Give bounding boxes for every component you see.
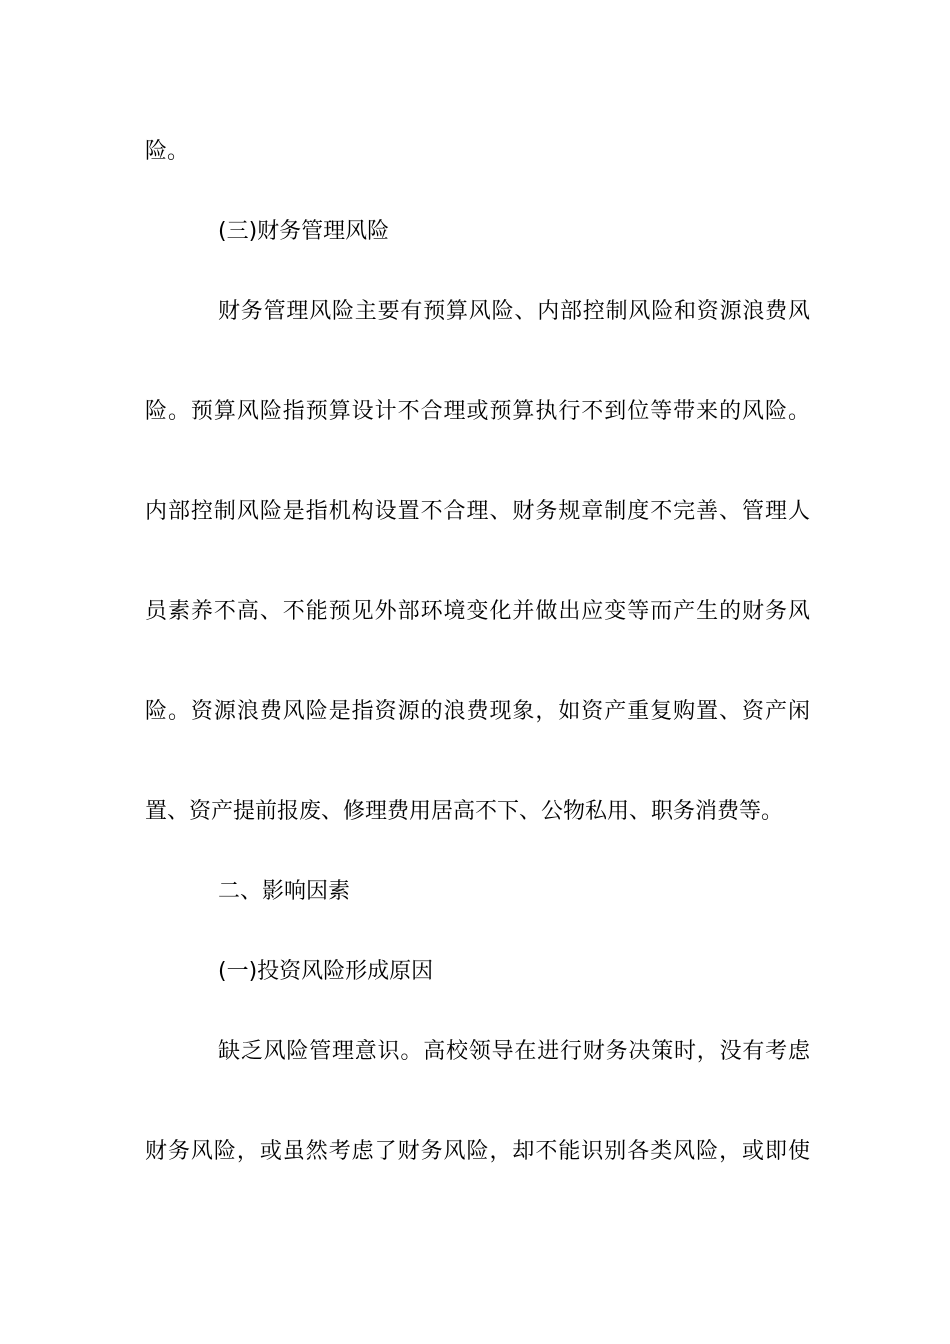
paragraph-line-1: 财务管理风险主要有预算风险、内部控制风险和资源浪费风 bbox=[218, 299, 810, 324]
section-heading-3: (三)财务管理风险 bbox=[218, 219, 390, 244]
paragraph-line-3: 内部控制风险是指机构设置不合理、财务规章制度不完善、管理人 bbox=[145, 499, 810, 524]
section-heading-1: (一)投资风险形成原因 bbox=[218, 959, 434, 984]
text-line-1: 险。 bbox=[145, 139, 190, 164]
chapter-heading-2: 二、影响因素 bbox=[218, 879, 351, 904]
paragraph-line-2: 险。预算风险指预算设计不合理或预算执行不到位等带来的风险。 bbox=[145, 399, 810, 424]
paragraph-line-8: 财务风险，或虽然考虑了财务风险，却不能识别各类风险，或即使 bbox=[145, 1139, 810, 1164]
paragraph-line-4: 员素养不高、不能预见外部环境变化并做出应变等而产生的财务风 bbox=[145, 599, 810, 624]
paragraph-line-7: 缺乏风险管理意识。高校领导在进行财务决策时，没有考虑 bbox=[218, 1039, 810, 1064]
paragraph-line-5: 险。资源浪费风险是指资源的浪费现象，如资产重复购置、资产闲 bbox=[145, 699, 810, 724]
paragraph-line-6: 置、资产提前报废、修理费用居高不下、公物私用、职务消费等。 bbox=[145, 799, 784, 824]
